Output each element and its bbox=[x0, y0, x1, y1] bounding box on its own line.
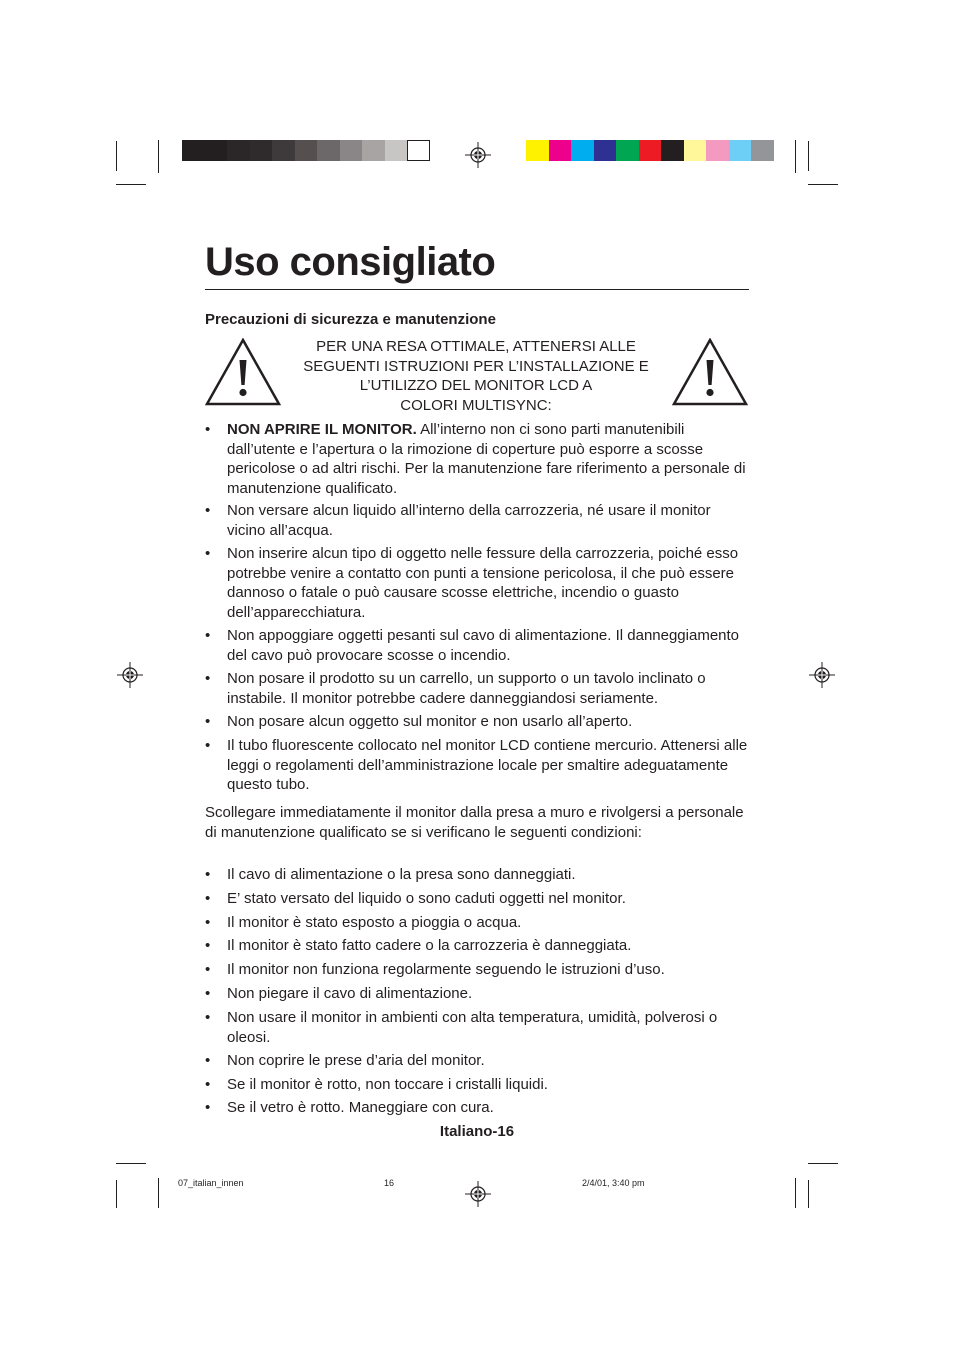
bullet: • bbox=[205, 1052, 211, 1069]
list-item bbox=[205, 1051, 750, 1071]
warning-line: SEGUENTI ISTRUZIONI PER L’INSTALLAZIONE E bbox=[303, 357, 649, 375]
color-swatch bbox=[661, 140, 684, 161]
list-item bbox=[205, 865, 750, 885]
bullet: • bbox=[205, 421, 211, 438]
warning-triangle-icon bbox=[672, 338, 748, 406]
bullet: • bbox=[205, 545, 211, 562]
list-item bbox=[205, 501, 750, 540]
title-divider bbox=[205, 289, 749, 290]
list-item bbox=[205, 626, 750, 665]
color-swatch bbox=[385, 140, 408, 161]
list-item-text: Non piegare il cavo di alimentazione. bbox=[227, 985, 473, 1002]
list-item bbox=[205, 1075, 750, 1095]
color-swatch bbox=[295, 140, 318, 161]
list-item-emphasis: NON APRIRE IL MONITOR. bbox=[227, 421, 417, 438]
list-item-text: Il monitor non funziona regolarmente seguendo le istruzioni d’uso. bbox=[227, 961, 665, 978]
color-swatch bbox=[571, 140, 594, 161]
list-item bbox=[205, 712, 750, 732]
color-swatch bbox=[182, 140, 205, 161]
list-item-text: Non posare alcun oggetto sul monitor e non usarlo all’aperto. bbox=[227, 713, 633, 730]
color-swatch bbox=[317, 140, 340, 161]
list-item bbox=[205, 1008, 750, 1047]
bullet: • bbox=[205, 937, 211, 954]
color-swatch bbox=[340, 140, 363, 161]
list-item bbox=[205, 984, 750, 1004]
bullet: • bbox=[205, 713, 211, 730]
color-swatch bbox=[362, 140, 385, 161]
list-item-text: E’ stato versato del liquido o sono caduti oggetti nel monitor. bbox=[227, 890, 626, 907]
list-item-text: Il tubo fluorescente collocato nel monitor LCD contiene mercurio. Attenersi alle leggi o regolamenti dell’amministrazione locale per smaltire adeguatamente questo tubo. bbox=[227, 737, 748, 793]
page-title: Uso consigliato bbox=[205, 240, 496, 284]
list-item-text: Non appoggiare oggetti pesanti sul cavo di alimentazione. Il danneggiamento del cavo può provocare scosse o incendio. bbox=[227, 627, 740, 664]
color-swatch bbox=[639, 140, 662, 161]
list-item bbox=[205, 913, 750, 933]
color-swatch bbox=[706, 140, 729, 161]
list-item-text: Non usare il monitor in ambienti con alta temperatura, umidità, polverosi o oleosi. bbox=[227, 1009, 718, 1046]
bullet: • bbox=[205, 1009, 211, 1026]
bullet: • bbox=[205, 866, 211, 883]
body-paragraph: Scollegare immediatamente il monitor dalla presa a muro e rivolgersi a personale di manutenzione qualificato se si verificano le seguenti condizioni: bbox=[205, 804, 744, 841]
list-item bbox=[205, 936, 750, 956]
list-item bbox=[205, 1098, 750, 1118]
list-item-text: Il monitor è stato esposto a pioggia o acqua. bbox=[227, 914, 522, 931]
color-swatch bbox=[272, 140, 295, 161]
list-item bbox=[205, 669, 750, 708]
registration-mark-icon bbox=[117, 662, 143, 688]
bullet: • bbox=[205, 1099, 211, 1116]
bullet: • bbox=[205, 914, 211, 931]
registration-mark-icon bbox=[465, 142, 491, 168]
list-item-text: Non inserire alcun tipo di oggetto nelle fessure della carrozzeria, poiché esso potrebbe venire a contatto con punti a tensione pericolosa, il che può essere dannoso o fatale o può causare scosse elettriche, incendio o guasto dell’apparecchiatura. bbox=[227, 545, 739, 621]
warning-line: PER UNA RESA OTTIMALE, ATTENERSI ALLE bbox=[316, 338, 636, 355]
color-swatch bbox=[594, 140, 617, 161]
bullet: • bbox=[205, 1076, 211, 1093]
bullet: • bbox=[205, 961, 211, 978]
list-item bbox=[205, 889, 750, 909]
registration-mark-icon bbox=[465, 1181, 491, 1207]
color-swatch bbox=[684, 140, 707, 161]
list-item-text: Se il vetro è rotto. Maneggiare con cura. bbox=[227, 1099, 494, 1116]
bullet: • bbox=[205, 737, 211, 754]
bullet: • bbox=[205, 670, 211, 687]
color-swatch bbox=[526, 140, 549, 161]
slug-filename: 07_italian_innen bbox=[178, 1178, 244, 1188]
color-swatch bbox=[227, 140, 250, 161]
slug-page: 16 bbox=[384, 1178, 395, 1188]
color-swatch bbox=[729, 140, 752, 161]
color-swatch bbox=[250, 140, 273, 161]
list-item-text: Il cavo di alimentazione o la presa sono danneggiati. bbox=[227, 866, 576, 883]
section-heading: Precauzioni di sicurezza e manutenzione bbox=[205, 311, 496, 328]
bullet: • bbox=[205, 985, 211, 1002]
list-item-text: Non coprire le prese d’aria del monitor. bbox=[227, 1052, 485, 1069]
registration-mark-icon bbox=[809, 662, 835, 688]
warning-notice bbox=[284, 337, 668, 415]
list-item bbox=[205, 960, 750, 980]
color-swatch bbox=[549, 140, 572, 161]
list-item-text: Non versare alcun liquido all’interno della carrozzeria, né usare il monitor vicino all’acqua. bbox=[227, 502, 711, 539]
list-item bbox=[205, 544, 750, 622]
warning-line: L’UTILIZZO DEL MONITOR LCD A bbox=[359, 377, 593, 394]
list-item-text: Non posare il prodotto su un carrello, un supporto o un tavolo inclinato o instabile. Il monitor potrebbe cadere danneggiandosi seriamente. bbox=[227, 670, 706, 707]
bullet: • bbox=[205, 890, 211, 907]
page-number-footer: Italiano-16 bbox=[439, 1123, 515, 1140]
list-item-text: All’interno non ci sono parti manutenibili dall’utente e l’apertura o la rimozione di coperture può esporre a scosse pericolose o ad altri rischi. Per la manutenzione fare riferimento a personale di manutenzione qualificato. bbox=[227, 421, 746, 497]
warning-triangle-icon bbox=[205, 338, 281, 406]
list-item-text: Se il monitor è rotto, non toccare i cristalli liquidi. bbox=[227, 1076, 548, 1093]
color-swatch bbox=[616, 140, 639, 161]
bullet: • bbox=[205, 502, 211, 519]
color-swatch bbox=[205, 140, 228, 161]
bullet: • bbox=[205, 627, 211, 644]
color-swatch bbox=[407, 140, 430, 161]
color-swatch bbox=[751, 140, 774, 161]
slug-date: 2/4/01, 3:40 pm bbox=[582, 1178, 645, 1188]
list-item-text: Il monitor è stato fatto cadere o la carrozzeria è danneggiata. bbox=[227, 937, 632, 954]
list-item bbox=[205, 420, 750, 498]
warning-line: COLORI MULTISYNC: bbox=[400, 396, 552, 414]
list-item bbox=[205, 736, 750, 795]
